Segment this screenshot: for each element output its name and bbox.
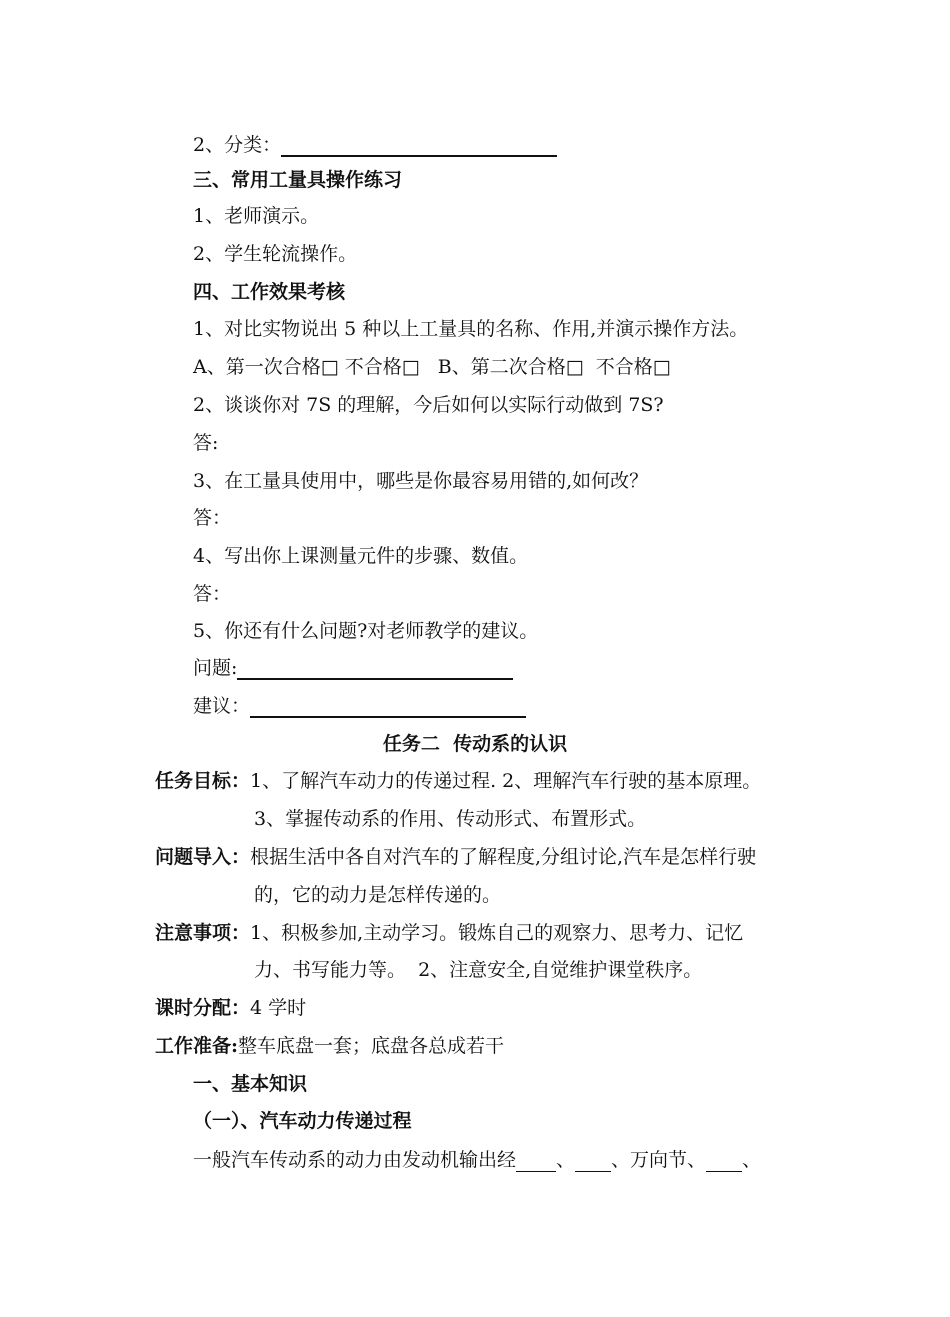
task-title: 任务二 传动系的认识 xyxy=(382,733,568,755)
hours-label: 课时分配： xyxy=(155,997,251,1019)
hours-text: 4 学时 xyxy=(250,997,307,1019)
task-goal-text: 1、了解汽车动力的传递过程. 2、理解汽车行驶的基本原理。 xyxy=(250,770,762,792)
hours-line xyxy=(155,996,306,1020)
notes-label: 注意事项： xyxy=(155,922,251,944)
task-goal-continuation: 3、掌握传动系的作用、传动形式、布置形式。 xyxy=(254,808,647,830)
fill-blank-1[interactable] xyxy=(516,1151,556,1172)
question-label: 问题: xyxy=(193,657,238,679)
problem-intro-text: 根据生活中各自对汽车的了解程度,分组讨论,汽车是怎样行驶 xyxy=(250,846,757,868)
task-goal-line xyxy=(155,769,761,793)
answer-label: 答： xyxy=(193,507,232,529)
basic-knowledge-heading: 一、基本知识 xyxy=(193,1073,308,1095)
subsection-heading: （一）、汽车动力传递过程 xyxy=(193,1110,412,1132)
text-line: 3、在工量具使用中，哪些是你最容易用错的,如何改？ xyxy=(193,470,649,492)
classification-line xyxy=(193,133,557,157)
notes-line xyxy=(155,921,743,945)
answer-label: 答： xyxy=(193,583,232,605)
classification-label: 2、分类： xyxy=(193,134,282,156)
suggestion-blank[interactable] xyxy=(250,696,526,718)
suggestion-label: 建议： xyxy=(193,695,251,717)
section-heading-4: 四、工作效果考核 xyxy=(193,281,346,303)
separator: 、 xyxy=(556,1149,576,1171)
notes-continuation: 力、书写能力等。 2、注意安全,自觉维护课堂秩序。 xyxy=(254,959,703,981)
section-heading-3: 三、常用工量具操作练习 xyxy=(193,169,403,191)
pass-fail-line: A、第一次合格□ 不合格□ B、第二次合格□ 不合格□ xyxy=(193,356,671,378)
text-line: 1、对比实物说出 5 种以上工量具的名称、作用,并演示操作方法。 xyxy=(193,318,749,340)
problem-intro-continuation: 的，它的动力是怎样传递的。 xyxy=(254,884,502,906)
fill-blank-2[interactable] xyxy=(575,1151,611,1172)
answer-label: 答: xyxy=(193,432,219,454)
transmission-sentence xyxy=(193,1148,761,1172)
preparation-line xyxy=(155,1034,504,1058)
text-line: 1、老师演示。 xyxy=(193,205,320,227)
sentence-part-1: 一般汽车传动系的动力由发动机输出经 xyxy=(193,1149,517,1171)
classification-blank[interactable] xyxy=(281,135,557,157)
task-goal-label: 任务目标： xyxy=(155,770,251,792)
fill-blank-3[interactable] xyxy=(706,1151,742,1172)
text-line: 2、学生轮流操作。 xyxy=(193,243,358,265)
text-line: 5、你还有什么问题?对老师教学的建议。 xyxy=(193,620,539,642)
notes-text: 1、积极参加,主动学习。锻炼自己的观察力、思考力、记忆 xyxy=(250,922,744,944)
question-blank[interactable] xyxy=(237,658,513,680)
problem-intro-label: 问题导入： xyxy=(155,846,251,868)
sentence-part-3: 、 xyxy=(742,1149,762,1171)
sentence-part-2: 、万向节、 xyxy=(611,1149,707,1171)
preparation-text: 整车底盘一套；底盘各总成若干 xyxy=(238,1035,505,1057)
text-line: 2、谈谈你对 7S 的理解，今后如何以实际行动做到 7S? xyxy=(193,394,664,416)
problem-intro-line xyxy=(155,845,756,869)
suggestion-line xyxy=(193,694,526,718)
text-line: 4、写出你上课测量元件的步骤、数值。 xyxy=(193,545,529,567)
question-line xyxy=(193,656,513,680)
preparation-label: 工作准备: xyxy=(155,1035,239,1057)
